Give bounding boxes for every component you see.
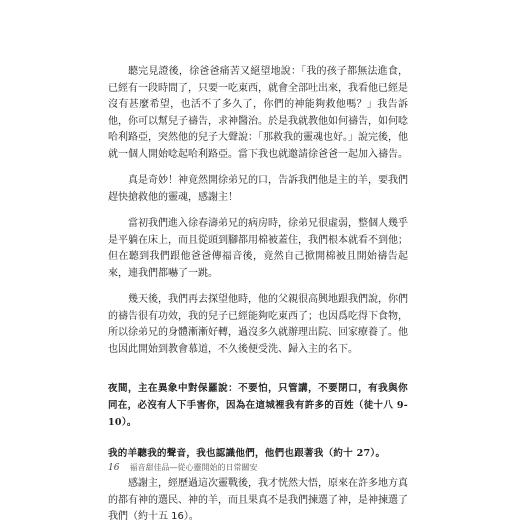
paragraph-3: 當初我們進入徐春濤弟兄的病房時，徐弟兄很虛弱，整個人幾乎是平躺在床上，而且從頭到腳都用棉被蓋住，我們根本就看不到他；但在聽到我們跟他爸爸傳福音後，竟然自己掀開棉被且開始禱告起來，連我們都嚇了一跳。 (108, 218, 408, 279)
running-title: 福音甜佳品—從心靈開始的日常關安 (129, 463, 258, 472)
page-body (108, 64, 408, 526)
paragraph-1: 聽完見證後，徐爸爸痛苦又絕望地說：「我的孩子都無法進食，已經有一段時間了，只要一吃東西，就會全部吐出來，我看他已經是沒有甚麼希望，也活不了多久了，你們的神能夠救他嗎？」我告訴他，你可以幫兒子禱告，求神醫治。於是我就教他如何禱告，如何唸哈利路亞，突然他的兒子大聲說：「那救我的靈魂也好。」說完後，他就一個人開始唸起哈利路亞。當下我也就邀請徐爸爸一起加入禱告。 (108, 66, 408, 160)
bible-verse-john: 我的羊聽我的聲音，我也認識他們，他們也跟著我（約十 27）。 (108, 448, 386, 459)
paragraph-2: 真是奇妙！神竟然開徐弟兄的口，告訴我們他是主的羊，要我們趕快搶救他的靈魂，感謝主！ (108, 175, 408, 203)
bible-verse-acts: 夜間，主在異象中對保羅說：不要怕，只管講，不要閉口，有我與你同在，必沒有人下手害你，因為在這城裡我有許多的百姓（徒十八 9-10）。 (108, 383, 408, 428)
closing-paragraph: 感謝主，經歷過這次靈戰後，我才恍然大悟，原來在許多地方真的都有神的選民、神的羊，而且果真不是我們揀選了神，是神揀選了我們（約十五 16）。 (108, 478, 408, 522)
page-footer (108, 462, 408, 473)
page-number: 16 (108, 462, 120, 473)
paragraph-4: 幾天後，我們再去探望他時，他的父親很高興地跟我們說，你們的禱告很有功效，我的兒子已經能夠吃東西了；也因爲吃得下食物，所以徐弟兄的身體漸漸好轉，過沒多久就辦理出院、回家療養了。他也因此開始到教會慕道，不久後便受洗、歸入主的名下。 (108, 294, 408, 355)
